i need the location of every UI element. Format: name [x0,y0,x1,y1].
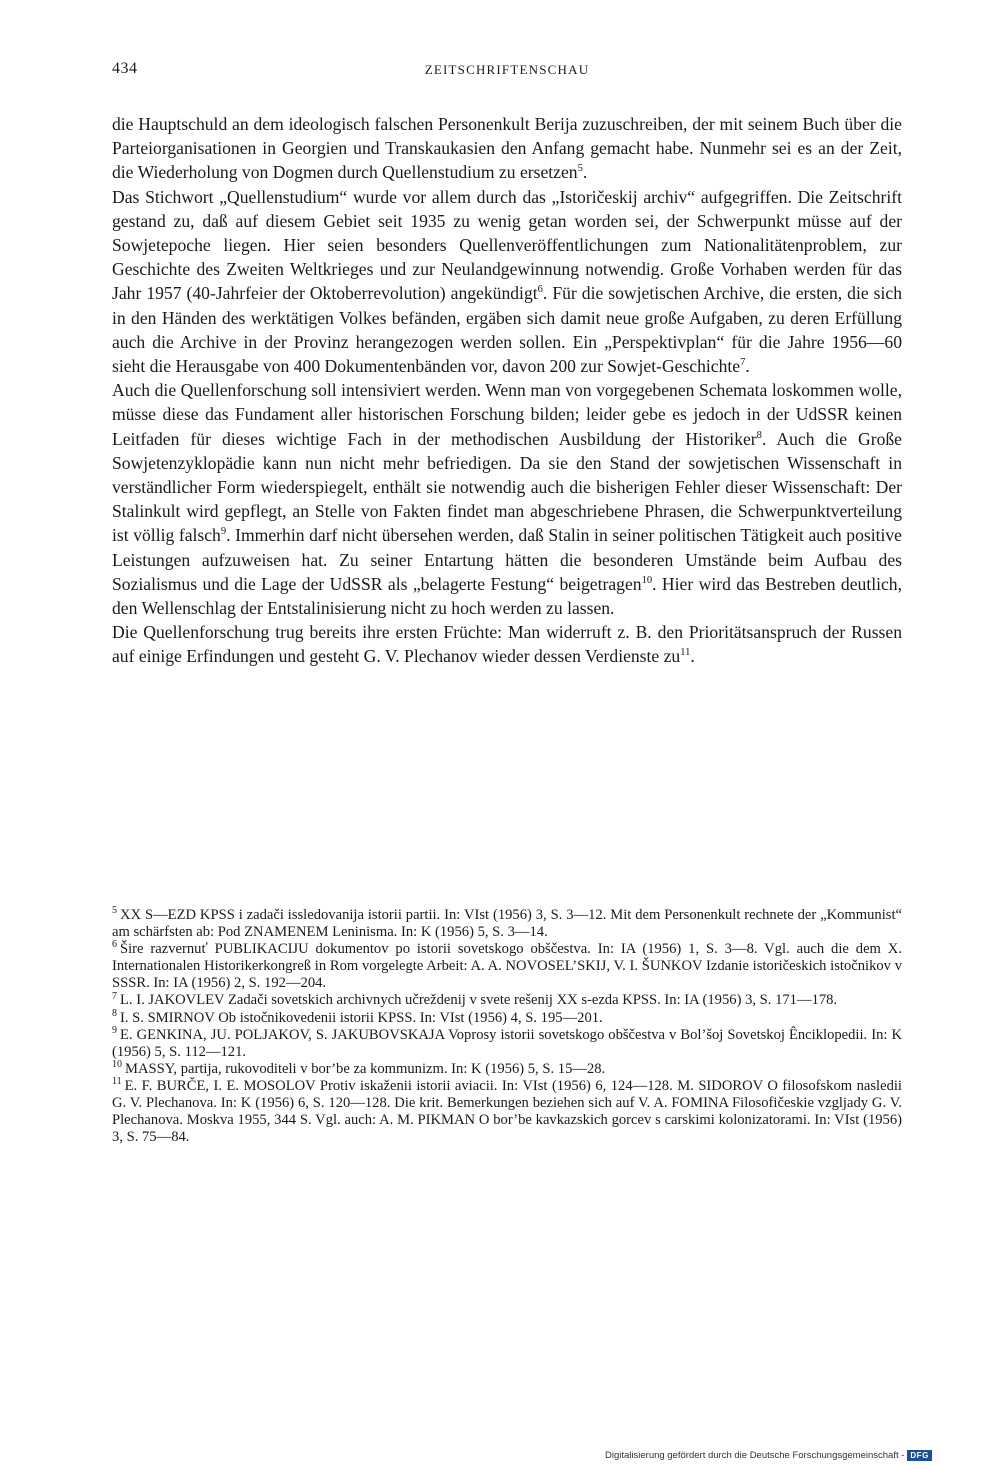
paragraph [112,112,902,185]
footnote-ref: 7 [740,357,746,369]
footnote-ref: 8 [756,429,762,441]
footnote-ref: 11 [680,647,691,659]
dfg-logo: DFG [907,1450,931,1461]
footnote-text: Šire razvernuť PUBLIKACIJU dokumentov po istorii sovetskogo obščestva. In: IA (1956) 1, S. 3—8. Vgl. auch die dem X. Internationalen Historikerkongreß in Rom vorgelegte Arbeit: A. A. NOVOSEL’SKIJ, V. I. ŠUNKOV Izdanie istoričeskich istočnikov v SSSR. In: IA (1956) 2, S. 192—204. [112,941,902,992]
footnote-text: E. F. BURČE, I. E. MOSOLOV Protiv iskaženii istorii aviacii. In: VIst (1956) 6, 124—128. M. SIDOROV O filosofskom nasledii G. V. Plechanova. In: K (1956) 6, S. 120—128. Die krit. Bemerkungen beziehen sich auf V. A. FOMINA Filosofičeskie vzgljady G. V. Plechanova. Moskva 1955, 344 S. Vgl. auch: A. M. PIKMAN O bor’be kavkazskich gorcev s carskimi kolonizatorami. In: VIst (1956) 3, S. 75—84. [112,1077,902,1146]
footnote [112,1058,902,1078]
footnote-number: 9 [112,1024,117,1036]
paragraph-text: . [582,162,588,183]
footnote [112,1007,902,1027]
page-number: 434 [112,60,138,77]
footnote-number: 11 [112,1076,122,1088]
paragraph-text: Auch die Quellenforschung soll intensiviert werden. Wenn man von vorgegebenen Schemata loskommen wolle, müsse diese das Fundament aller historischen Forschung bilden; leider gebe es jedoch in der UdSSR keinen Leitfaden für dieses wichtige Fach in der methodischen Ausbildung der Historiker [112,380,902,449]
footnote-ref: 10 [641,575,653,586]
footnote-number: 5 [112,905,117,917]
footnote [112,1024,902,1061]
footnote-ref: 6 [537,284,543,296]
footnote-number: 6 [112,939,117,951]
paragraph-text: . Für die sowjetischen Archive, die ersten, die sich in den Händen des werktätigen Volkes befänden, ergäben sich damit neue große Aufgaben, zu deren Erfüllung auch die Archive in der Provinz herangezogen werden sollen. Ein „Perspektivplan“ für die Jahre 1956—60 sieht die Herausgabe von 400 Dokumentenbänden vor, davon 200 zur Sowjet-Geschichte [112,283,902,377]
paragraph-text: . Auch die Große Sowjetenzyklopädie kann nun nicht mehr befriedigen. Da sie den Stand der sowjetischen Wissenschaft in verständlicher Form wiederspiegelt, enthält sie notwendig auch die bisherigen Fehler dieser Wissenschaft: Der Stalinkult wird gepflegt, an Stelle von Fakten findet man abgeschriebene Phrasen, die Schwerpunktverteilung ist völlig falsch [112,428,902,546]
footnote-text: MASSY, partija, rukovoditeli v bor’be za kommunizm. In: K (1956) 5, S. 15—28. [125,1060,606,1077]
footnote-text: XX S—EZD KPSS i zadači issledovanija istorii partii. In: VIst (1956) 3, S. 3—12. Mit dem Personenkult rechnete der „Kommunist“ am schärfsten ab: Pod ZNAMENEM Leninisma. In: K (1956) 5, S. 3—14. [112,907,902,941]
paragraph-text: Das Stichwort „Quellenstudium“ wurde vor allem durch das „Istoričeskij archiv“ aufgegriffen. Die Zeitschrift gestand zu, daß auf diesem Gebiet seit 1935 zu wenig getan worden sei, der Schwerpunkt müsse auf der Sowjetepoche liegen. Hier seien besonders Quellenveröffentlichungen zum Nationalitätenproblem, zur Geschichte des Zweiten Weltkrieges und zur Neulandgewinnung notwendig. Große Vorhaben werden für das Jahr 1957 (40-Jahrfeier der Oktoberrevolution) angekündigt [112,186,902,304]
paragraph-text: . Immerhin darf nicht übersehen werden, daß Stalin in seiner politischen Tätigkeit auch positive Leistungen aufzuweisen hat. Zu seiner Entartung hätten die besonderen Umstände beim Aufbau des Sozialismus und die Lage der UdSSR als „belagerte Festung“ beigetragen [112,525,902,594]
footnote-ref: 9 [220,526,227,538]
paragraph-text: . Hier wird das Bestreben deutlich, den Wellenschlag der Entstalinisierung nicht zu hoch werden zu lassen. [112,573,902,619]
paragraph [112,185,902,379]
paragraph [112,378,902,620]
footnote [112,941,902,992]
running-head: ZEITSCHRIFTENSCHAU [424,62,590,77]
digitization-credit [605,1450,932,1464]
page-header [112,60,902,84]
paragraph-text: Die Quellenforschung trug bereits ihre ersten Früchte: Man widerruft z. B. den Prioritätsanspruch der Russen auf einige Erfindungen und gesteht G. V. Plechanov wieder dessen Verdienste zu [112,622,902,667]
footnote-text: I. S. SMIRNOV Ob istočnikovedenii istorii KPSS. In: VIst (1956) 4, S. 195—201. [120,1009,603,1026]
footnote [112,1078,902,1146]
footnote-number: 8 [112,1007,117,1019]
footnote [112,992,902,1009]
credit-text: Digitalisierung gefördert durch die Deutsche Forschungsgemeinschaft - [605,1450,905,1462]
footnote [112,907,902,941]
paragraph-text: die Hauptschuld an dem ideologisch falschen Personenkult Berija zuzuschreiben, der mit seinem Buch über die Parteiorganisationen in Georgien und Transkaukasien den Anfang gemacht habe. Nunmehr sei es an der Zeit, die Wiederholung von Dogmen durch Quellenstudium zu ersetzen [112,114,902,183]
footnotes [112,907,902,1146]
footnote-ref: 5 [577,163,583,175]
body-text [112,112,902,669]
footnote-number: 7 [112,990,117,1002]
paragraph [112,620,902,668]
paragraph-text: . [745,356,750,377]
footnote-text: L. I. JAKOVLEV Zadači sovetskich archivnych učreždenij v svete rešenij XX s-ezda KPSS. In: IA (1956) 3, S. 171—178. [120,992,838,1009]
footnote-text: E. GENKINA, JU. POLJAKOV, S. JAKUBOVSKAJA Voprosy istorii sovetskogo obščestva v Bol’šoj Sovetskoj Ênciklopedii. In: K (1956) 5, S. 112—121. [112,1026,902,1060]
paragraph-text: . [690,646,695,667]
footnote-number: 10 [112,1058,122,1070]
